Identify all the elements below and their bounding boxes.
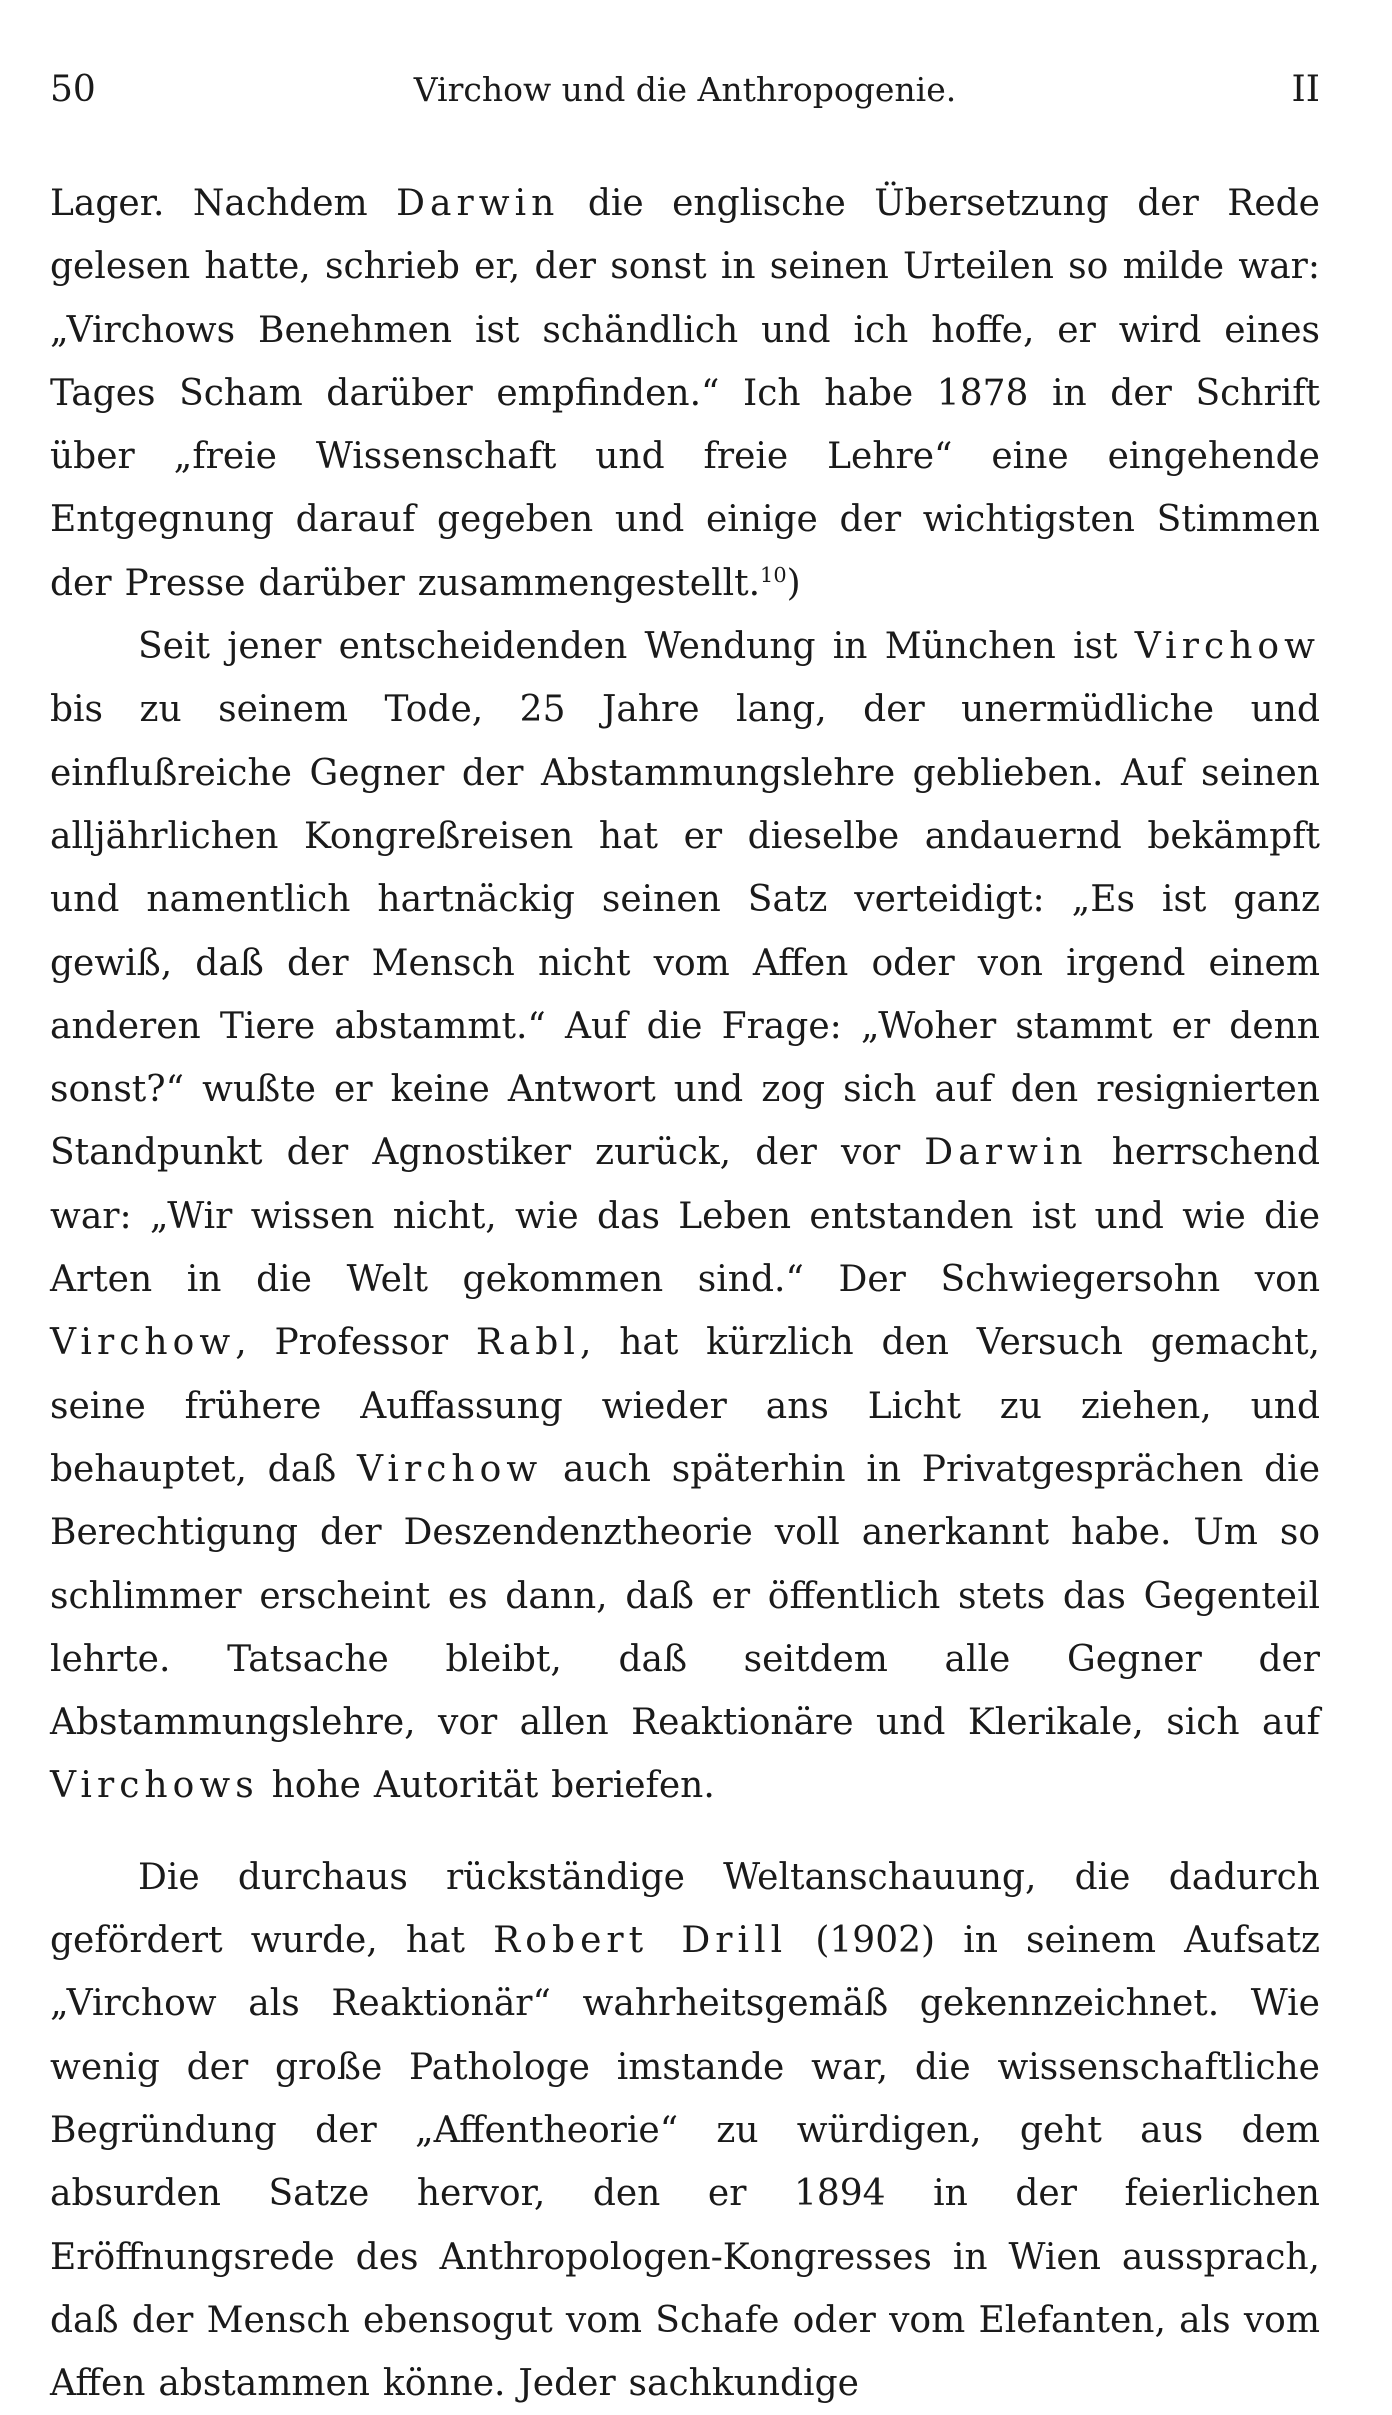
spaced-name: Virchow xyxy=(356,1448,543,1490)
paragraph-3: Die durchaus rückständige Weltanschauung, die dadurch gefördert wurde, hat Robert Drill (1902) in seinem Aufsatz „Virchow als Reaktionär“ wahrheitsgemäß gekennzeichnet. Wie wenig der große Pathologe imstande war, die wissenschaftliche Begründung der „Affentheorie“ zu würdigen, geht aus dem absurden Satze hervor, den er 1894 in der feierlichen Eröffnungsrede des Anthropologen-Kongresses in Wien aussprach, daß der Mensch ebensogut vom Schafe oder vom Elefanten, als vom Affen abstammen könne. Jeder sachkundige xyxy=(50,1856,1320,2405)
spaced-name: Virchow xyxy=(50,1322,236,1364)
book-page xyxy=(50,60,1321,2405)
paragraph-2: Seit jener entscheidenden Wendung in München ist Virchow bis zu seinem Tode, 25 Jahre lang, der unermüdliche und einflußreiche Gegner der Abstammungslehre geblieben. Auf seinen alljährlichen Kongreßreisen hat er dieselbe andauernd bekämpft und namentlich hartnäckig seinen Satz verteidigt: „Es ist ganz gewiß, daß der Mensch nicht vom Affen oder von irgend einem anderen Tiere abstammt.“ Auf die Frage: „Woher stammt er denn sonst?“ wußte er keine Antwort und zog sich auf den resignierten Standpunkt der Agnostiker zurück, der vor Darwin herrschend war: „Wir wissen nicht, wie das Leben entstanden ist und wie die Arten in die Welt gekommen sind.“ Der Schwiegersohn von Virchow, Professor Rabl, hat kürzlich den Versuch gemacht, seine frühere Auffassung wieder ans Licht zu ziehen, und behauptet, daß Virchow auch späterhin in Privatgesprächen die Berechtigung der Deszendenztheorie voll anerkannt habe. Um so schlimmer erscheint es dann, daß er öffentlich stets das Gegenteil lehrte. Tatsache bleibt, daß seitdem alle Gegner der Abstammungslehre, vor allen Reaktionäre und Klerikale, sich auf Virchows hohe Autorität beriefen. xyxy=(50,626,1321,1807)
spaced-name: Darwin xyxy=(924,1132,1088,1174)
page-header xyxy=(50,60,1320,120)
page-body xyxy=(50,172,1320,2415)
spaced-name: Virchow xyxy=(1134,626,1320,668)
footnote-reference: 10 xyxy=(760,562,787,587)
running-title: Virchow und die Anthropogenie. xyxy=(413,70,957,109)
spaced-name: Virchows xyxy=(50,1765,259,1807)
spaced-name: Darwin xyxy=(396,183,560,224)
chapter-number: II xyxy=(1291,69,1320,110)
spaced-name: Rabl xyxy=(475,1322,580,1364)
spaced-name: Robert Drill xyxy=(493,1920,788,1962)
page-number: 50 xyxy=(50,69,96,110)
paragraph-1: Lager. Nachdem Darwin die englische Übersetzung der Rede gelesen hatte, schrieb er, der sonst in seinen Urteilen so milde war: „Virchows Benehmen ist schändlich und ich hoffe, er wird eines Tages Scham darüber empfinden.“ Ich habe 1878 in der Schrift über „freie Wissenschaft und freie Lehre“ eine eingehende Entgegnung darauf gegeben und einige der wichtigsten Stimmen der Presse darüber zusammengestellt.$^{10}$) xyxy=(50,183,1320,604)
